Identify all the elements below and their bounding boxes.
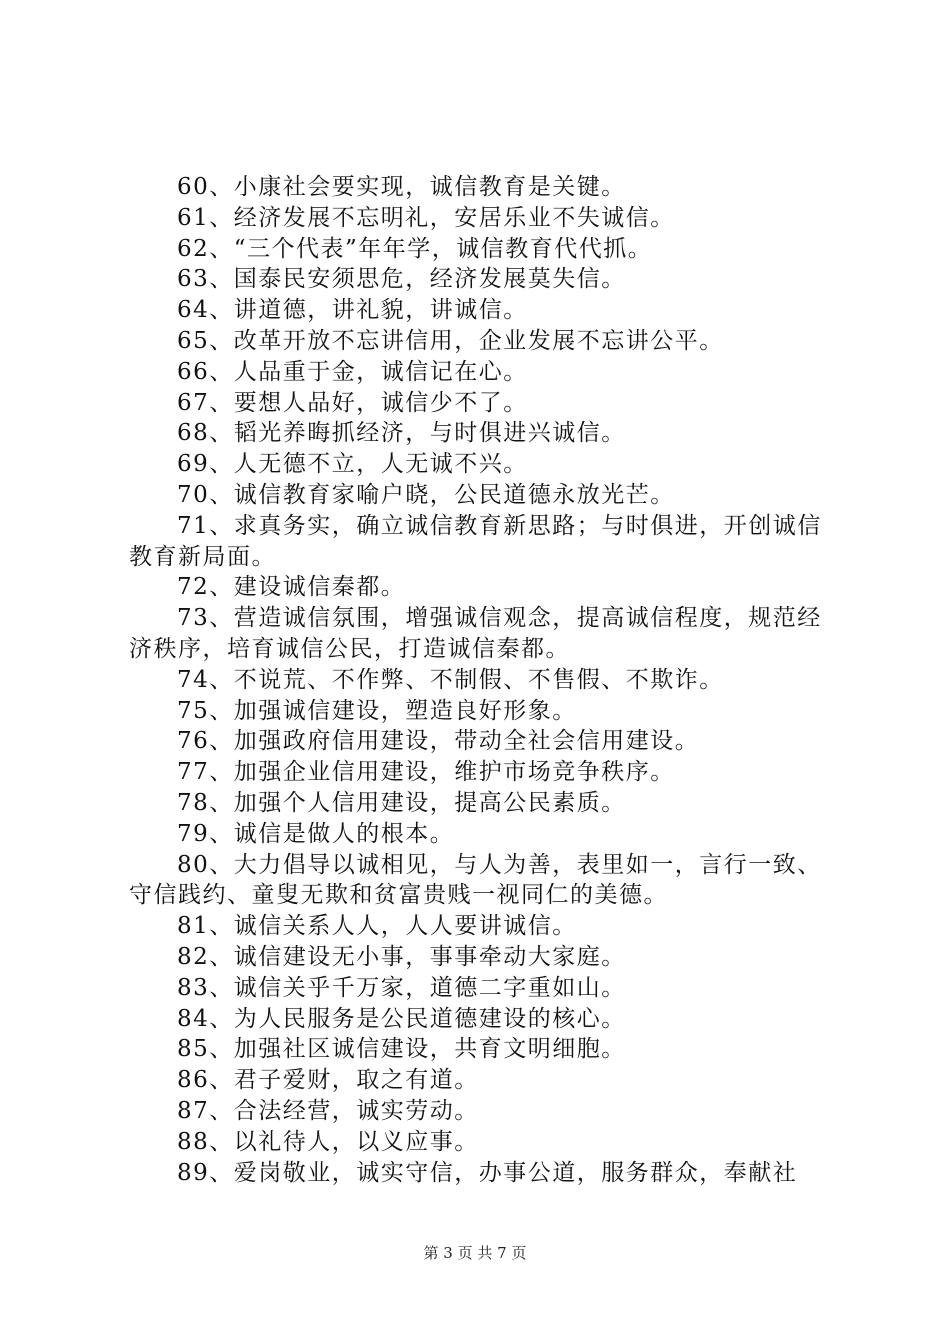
paragraph-60: 60、小康社会要实现，诚信教育是关键。: [177, 174, 626, 200]
paragraph-78: 78、加强个人信用建设，提高公民素质。: [177, 789, 626, 816]
paragraph-79: 79、诚信是做人的根本。: [177, 820, 455, 847]
paragraph-81: 81、诚信关系人人，人人要讲诚信。: [177, 913, 577, 940]
paragraph-63: 63、国泰民安须思危，经济发展莫失信。: [177, 266, 626, 293]
paragraph-68: 68、韬光养晦抓经济，与时俱进兴诚信。: [177, 420, 626, 447]
paragraph-86: 86、君子爱财，取之有道。: [177, 1067, 479, 1094]
paragraph-66: 66、人品重于金，诚信记在心。: [177, 358, 528, 385]
paragraph-67: 67、要想人品好，诚信少不了。: [177, 389, 528, 416]
paragraph-74: 74、不说荒、不作弊、不制假、不售假、不欺诈。: [177, 666, 724, 693]
paragraph-84: 84、为人民服务是公民道德建设的核心。: [177, 1005, 626, 1032]
paragraph-82: 82、诚信建设无小事，事事牵动大家庭。: [177, 943, 626, 970]
paragraph-85: 85、加强社区诚信建设，共育文明细胞。: [177, 1036, 626, 1063]
paragraph-64: 64、讲道德，讲礼貌，讲诚信。: [177, 297, 528, 324]
paragraph-83: 83、诚信关乎千万家，道德二字重如山。: [177, 974, 626, 1001]
paragraph-70: 70、诚信教育家喻户晓，公民道德永放光芒。: [177, 481, 675, 508]
page-footer: 第 3 页 共 7 页: [423, 1244, 527, 1262]
paragraph-75: 75、加强诚信建设，塑造良好形象。: [177, 697, 577, 724]
paragraph-73: 73、营造诚信氛围，增强诚信观念，提高诚信程度，规范经济秩序，培育诚信公民，打造诚信秦都。: [129, 605, 822, 662]
paragraph-61: 61、经济发展不忘明礼，安居乐业不失诚信。: [177, 204, 675, 231]
paragraph-87: 87、合法经营，诚实劳动。: [177, 1097, 479, 1124]
paragraph-72: 72、建设诚信秦都。: [177, 574, 406, 601]
paragraph-80: 80、大力倡导以诚相见，与人为善，表里如一，言行一致、守信践约、童叟无欺和贫富贵贱一视同仁的美德。: [129, 851, 822, 909]
paragraph-89: 89、爱岗敬业，诚实守信，办事公道，服务群众，奉献社: [177, 1159, 798, 1186]
paragraph-77: 77、加强企业信用建设，维护市场竞争秩序。: [177, 759, 675, 786]
paragraph-69: 69、人无德不立，人无诚不兴。: [177, 451, 528, 478]
paragraph-65: 65、改革开放不忘讲信用，企业发展不忘讲公平。: [177, 327, 724, 354]
document-body: [129, 172, 835, 1188]
paragraph-62: 62、“三个代表”年年学，诚信教育代代抓。: [177, 235, 653, 262]
paragraph-88: 88、以礼待人，以义应事。: [177, 1128, 479, 1155]
paragraph-76: 76、加强政府信用建设，带动全社会信用建设。: [177, 728, 700, 755]
paragraph-71: 71、求真务实，确立诚信教育新思路；与时俱进，开创诚信教育新局面。: [129, 512, 822, 570]
